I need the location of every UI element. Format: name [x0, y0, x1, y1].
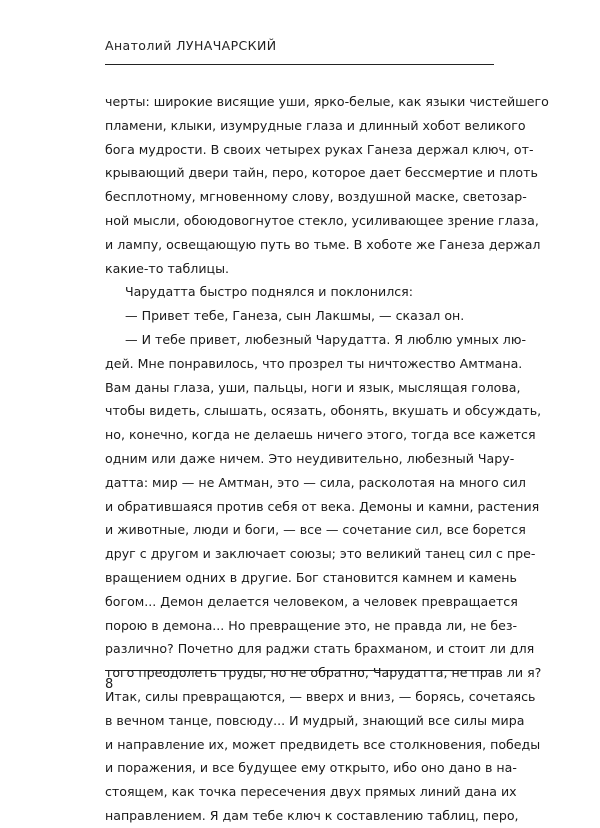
- header-rule: [105, 64, 494, 65]
- text-line-6: ной мысли, обоюдовогнутое стекло, усиливающее зрение глаза,: [105, 212, 539, 228]
- text-line-29: и поражения, и все будущее ему открыто, ибо оно дано в на-: [105, 760, 517, 776]
- text-line-27: в вечном танце, повсюду... И мудрый, знающий все силы мира: [105, 712, 525, 728]
- text-line-16: одним или даже ничем. Это неудивительно, любезный Чару-: [105, 450, 515, 466]
- text-line-30: стоящем, как точка пересечения двух прямых линий дана их: [105, 784, 517, 800]
- text-line-25: того преодолеть труды, но не обратно, Чарудатта, не прав ли я?: [105, 665, 542, 681]
- text-line-15: но, конечно, когда не делаешь ничего этого, тогда все кажется: [105, 427, 536, 443]
- page-number: 8: [105, 677, 114, 692]
- text-line-5: бесплотному, мгновенному слову, воздушной маске, светозар-: [105, 189, 527, 205]
- text-line-20: друг с другом и заключает союзы; это великий танец сил с пре-: [105, 546, 536, 562]
- text-line-17: датта: мир — не Амтман, это — сила, расколотая на много сил: [105, 474, 526, 490]
- text-line-26: Итак, силы превращаются, — вверх и вниз, — борясь, сочетаясь: [105, 688, 536, 704]
- text-line-2: пламени, клыки, изумрудные глаза и длинный хобот великого: [105, 117, 526, 133]
- text-line-10: — Привет тебе, Ганеза, сын Лакшмы, — сказал он.: [125, 308, 465, 324]
- text-line-24: различно? Почетно для раджи стать брахманом, и стоит ли для: [105, 641, 535, 657]
- text-line-3: бога мудрости. В своих четырех руках Ганеза держал ключ, от-: [105, 141, 534, 157]
- text-line-8: какие-то таблицы.: [105, 260, 230, 276]
- text-line-23: порою в демона... Но превращение это, не правда ли, не без-: [105, 617, 518, 633]
- text-line-11: — И тебе привет, любезный Чарудатта. Я люблю умных лю-: [125, 331, 527, 347]
- text-line-21: вращением одних в другие. Бог становится камнем и камень: [105, 569, 517, 585]
- text-line-18: и обратившаяся против себя от века. Демоны и камни, растения: [105, 498, 540, 514]
- body-text: [105, 90, 549, 828]
- text-line-14: чтобы видеть, слышать, осязать, обонять, вкушать и обсуждать,: [105, 403, 542, 419]
- text-line-19: и животные, люди и боги, — все — сочетание сил, все борется: [105, 522, 526, 538]
- text-line-9: Чарудатта быстро поднялся и поклонился:: [125, 284, 413, 300]
- text-line-12: дей. Мне понравилось, что прозрел ты ничтожество Амтмана.: [105, 355, 523, 371]
- running-title: Анатолий ЛУНАЧАРСКИЙ: [105, 38, 277, 53]
- text-line-28: и направление их, может предвидеть все столкновения, победы: [105, 736, 541, 752]
- footer-rule: [105, 670, 494, 671]
- text-line-13: Вам даны глаза, уши, пальцы, ноги и язык, мыслящая голова,: [105, 379, 521, 395]
- text-line-1: черты: широкие висящие уши, ярко-белые, как языки чистейшего: [105, 94, 549, 109]
- text-line-4: крывающий двери тайн, перо, которое дает бессмертие и плоть: [105, 165, 538, 181]
- text-line-22: богом... Демон делается человеком, а человек превращается: [105, 593, 518, 609]
- text-line-31: направлением. Я дам тебе ключ к составлению таблиц, перо,: [105, 807, 519, 823]
- text-line-7: и лампу, освещающую путь во тьме. В хоботе же Ганеза держал: [105, 236, 541, 252]
